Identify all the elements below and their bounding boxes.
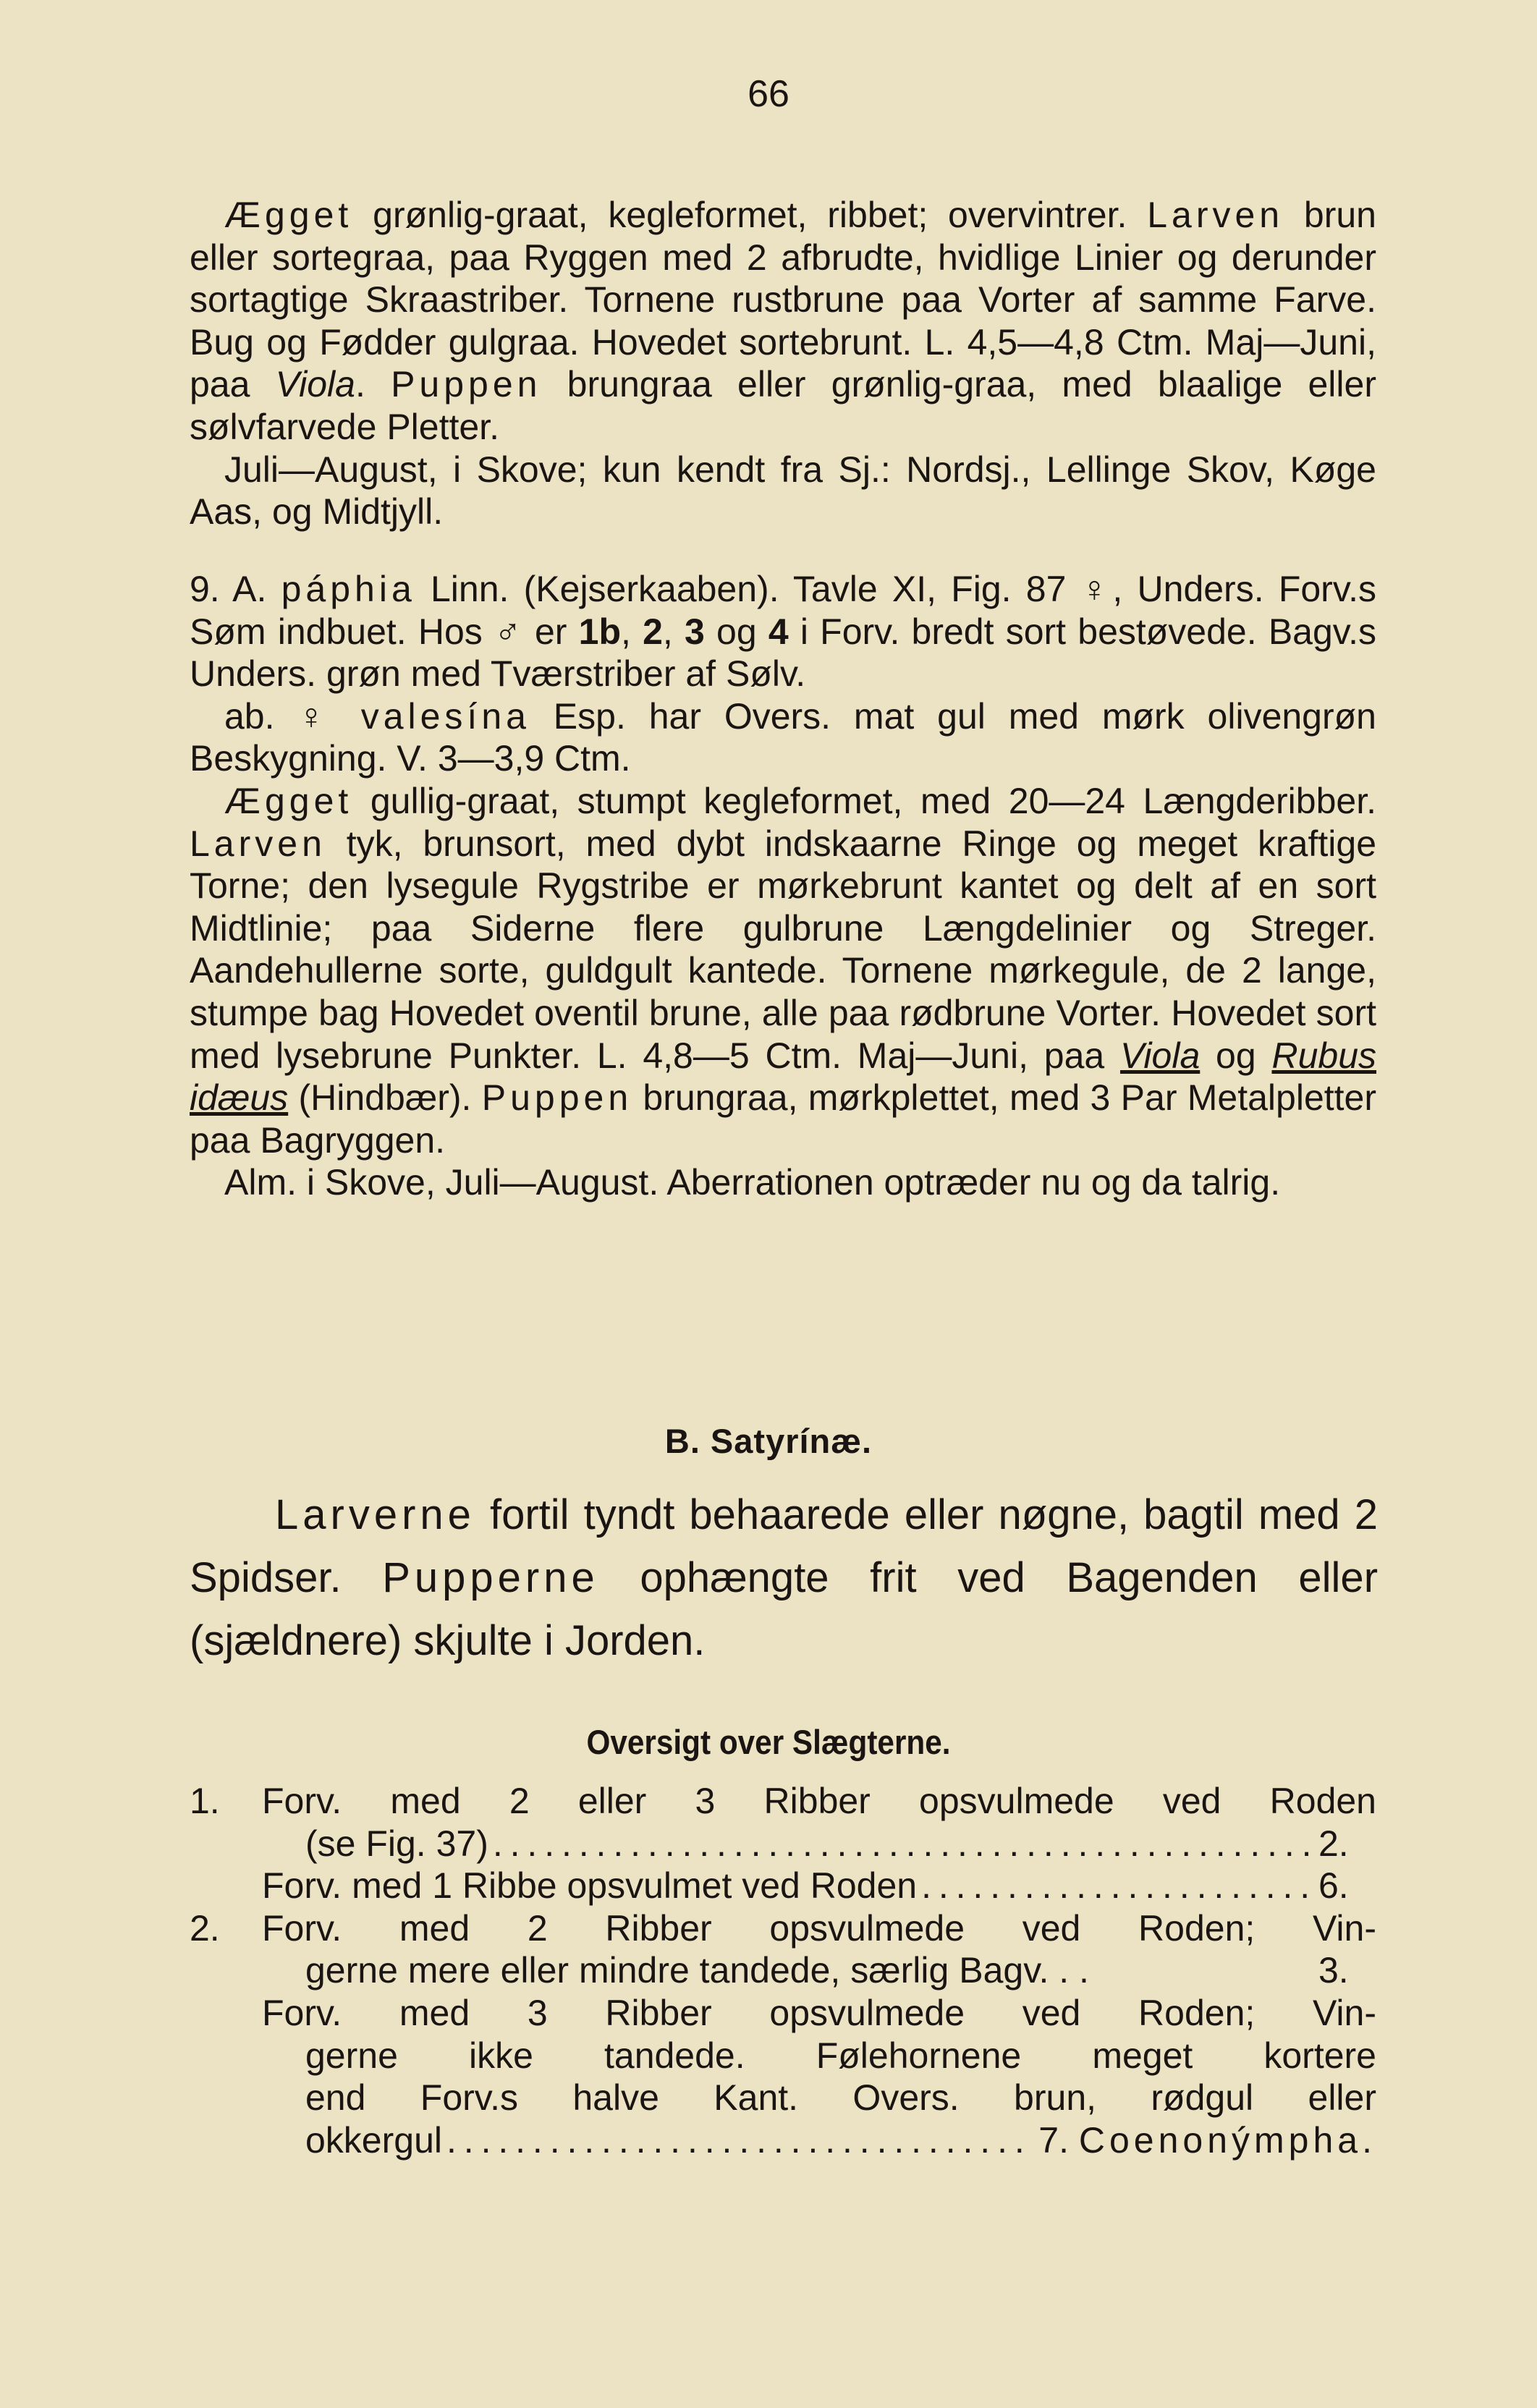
section-heading: B. Satyrínæ.: [664, 1422, 873, 1460]
key-couplet-1: 1. Forv. med 2 eller 3 Ribber opsvulmede ved Roden (se Fig. 37) . . . 2. Forv. med 1 Ribbe opsvulmet ved Roden . . . 6.: [190, 1780, 1376, 1907]
plant-name: Viola: [275, 364, 355, 405]
species-entry-paphia: [190, 568, 1376, 1204]
species-description-block: [190, 194, 1376, 533]
genus-name: Coenonýmpha.: [1078, 2119, 1376, 2161]
pupa-label: Puppen: [391, 364, 542, 405]
paragraph-distribution: Juli—August, i Skove; kun kendt fra Sj.: Nordsj., Lellinge Skov, Køge Aas, og Midtjyll.: [190, 449, 1376, 533]
genus-key: [190, 1780, 1376, 2161]
key-heading: Oversigt over Slægterne.: [586, 1723, 951, 1761]
aberration-name: valesína: [360, 695, 530, 737]
larva-label: Larven: [1147, 195, 1284, 235]
page-number: 66: [748, 73, 789, 115]
key-couplet-2: 2. Forv. med 2 Ribber opsvulmede ved Roden; Vin- gerne mere eller mindre tandede, særlig Bagv. . . 3. Forv. med 3 Ribber opsvulmede ved Roden; Vin- gerne ikke tandede. Følehornene meget kortere end Forv.s halve Kant. Overs. brun, rødgul eller okkergul . . . 7. Coenonýmpha.: [190, 1907, 1376, 2162]
paragraph-occurrence: Alm. i Skove, Juli—August. Aberrationen optræder nu og da talrig.: [224, 1162, 1281, 1203]
aberration-entry: ab. ♀ valesína Esp. har Overs. mat gul med mørk olivengrøn Beskygning. V. 3—3,9 Ctm.: [190, 695, 1376, 779]
species-name: páphia: [281, 569, 416, 609]
paragraph-egg-larva-pupa-2: Ægget gullig-graat, stumpt kegleformet, med 20—24 Længderibber. Larven tyk, brunsort, med dybt indskaarne Ringe og meget kraftige Torne; den lysegule Rygstribe er mørkebrunt kantet og delt af en sort Midtlinie; paa Siderne flere gulbrune Længdelinier og Streger. Aandehullerne sorte, guldgult kantede. Tornene mørkegule, de 2 lange, stumpe bag Hovedet oventil brune, alle paa rødbrune Vorter. Hovedet sort med lysebrune Punkter. L. 4,8—5 Ctm. Maj—Juni, paa Viola og Rubus idæus (Hindbær). Puppen brungraa, mørkplettet, med 3 Par Metalpletter paa Bagryggen.: [190, 780, 1376, 1161]
paragraph-egg-larva-pupa: Ægget grønlig-graat, kegleformet, ribbet; overvintrer. Larven brun eller sortegraa, paa Ryggen med 2 afbrudte, hvidlige Linier og derunder sortagtige Skraastriber. Tornene rustbrune paa Vorter af samme Farve. Bug og Fødder gulgraa. Hovedet sortebrunt. L. 4,5—4,8 Ctm. Maj—Juni, paa Viola. Puppen brungraa eller grønlig-graa, med blaalige eller sølvfarvede Pletter.: [190, 195, 1376, 447]
species-heading: 9. A. páphia Linn. (Kejserkaaben). Tavle XI, Fig. 87 ♀, Unders. Forv.s Søm indbuet. Hos ♂ er 1b, 2, 3 og 4 i Forv. bredt sort bestøvede. Bagv.s Unders. grøn med Tværstriber af Sølv.: [190, 569, 1377, 695]
egg-label: Ægget: [224, 195, 353, 235]
section-intro: Larverne fortil tyndt behaarede eller nøgne, bagtil med 2 Spidser. Pupperne ophængte frit ved Bagenden eller (sjældnere) skjulte i Jorden.: [190, 1491, 1379, 1664]
